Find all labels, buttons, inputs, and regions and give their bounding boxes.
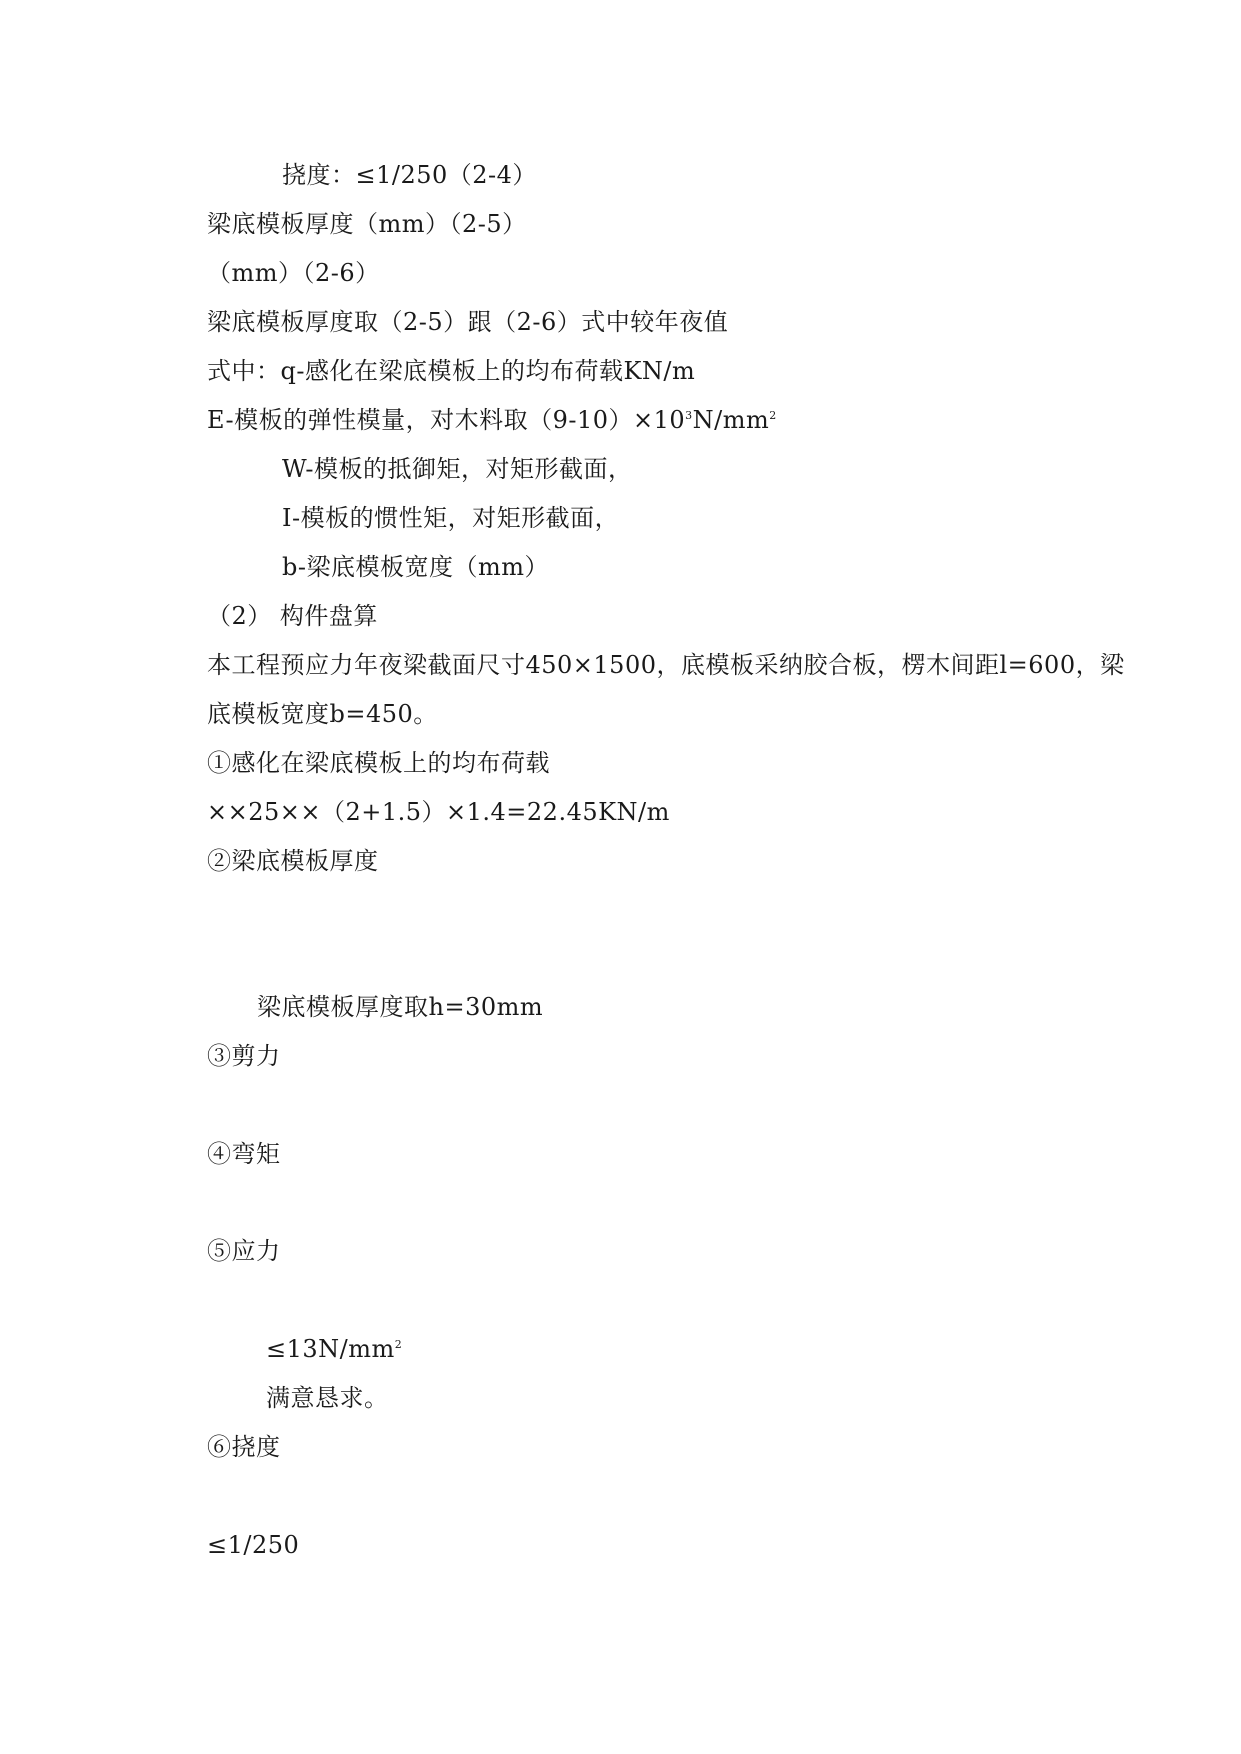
formula-2-6: （mm）（2-6） <box>207 259 380 287</box>
item-4-bending-moment: ④弯矩 <box>207 1140 281 1168</box>
section-heading-component-calc: （2） 构件盘算 <box>207 602 378 630</box>
load-calculation: ××25××（2+1.5）×1.4=22.45KN/m <box>207 798 670 826</box>
stress-limit-text: ≤13N/mm <box>266 1335 395 1363</box>
thickness-selection-line: 梁底模板厚度取（2-5）跟（2-6）式中较年夜值 <box>207 308 729 336</box>
project-description-line-2: 底模板宽度b=450。 <box>207 700 438 728</box>
inertia-moment-definition: I-模板的惯性矩，对矩形截面， <box>282 504 620 532</box>
item-2-bottom-thickness: ②梁底模板厚度 <box>207 847 379 875</box>
requirement-satisfied: 满意恳求。 <box>266 1384 389 1412</box>
exponent-2: 2 <box>394 1338 403 1351</box>
item-5-stress: ⑤应力 <box>207 1237 281 1265</box>
exponent-2: 2 <box>769 409 777 422</box>
exponent-3: 3 <box>685 409 693 422</box>
stress-limit <box>266 1334 402 1364</box>
item-3-shear: ③剪力 <box>207 1042 281 1070</box>
thickness-result: 梁底模板厚度取h=30mm <box>257 993 544 1021</box>
item-6-deflection: ⑥挠度 <box>207 1433 281 1461</box>
deflection-result: ≤1/250 <box>207 1531 300 1559</box>
elastic-modulus-unit: N/mm <box>692 406 770 434</box>
item-1-distributed-load: ①感化在梁底模板上的均布荷载 <box>207 749 550 777</box>
beam-bottom-thickness-formula-2-5: 梁底模板厚度（mm）（2-5） <box>207 210 527 238</box>
project-description-line-1: 本工程预应力年夜梁截面尺寸450×1500，底模板采纳胶合板，楞木间距l=600，梁 <box>207 651 1125 679</box>
resisting-moment-definition: W-模板的抵御矩，对矩形截面， <box>282 455 633 483</box>
deflection-limit-line: 挠度：≤1/250（2-4） <box>282 161 537 189</box>
beam-width-definition: b-梁底模板宽度（mm） <box>282 553 549 581</box>
elastic-modulus-definition <box>207 405 777 435</box>
where-q-definition: 式中：q-感化在梁底模板上的均布荷载KN/m <box>207 357 696 385</box>
elastic-modulus-text: E-模板的弹性模量，对木料取（9-10）×10 <box>207 406 686 434</box>
